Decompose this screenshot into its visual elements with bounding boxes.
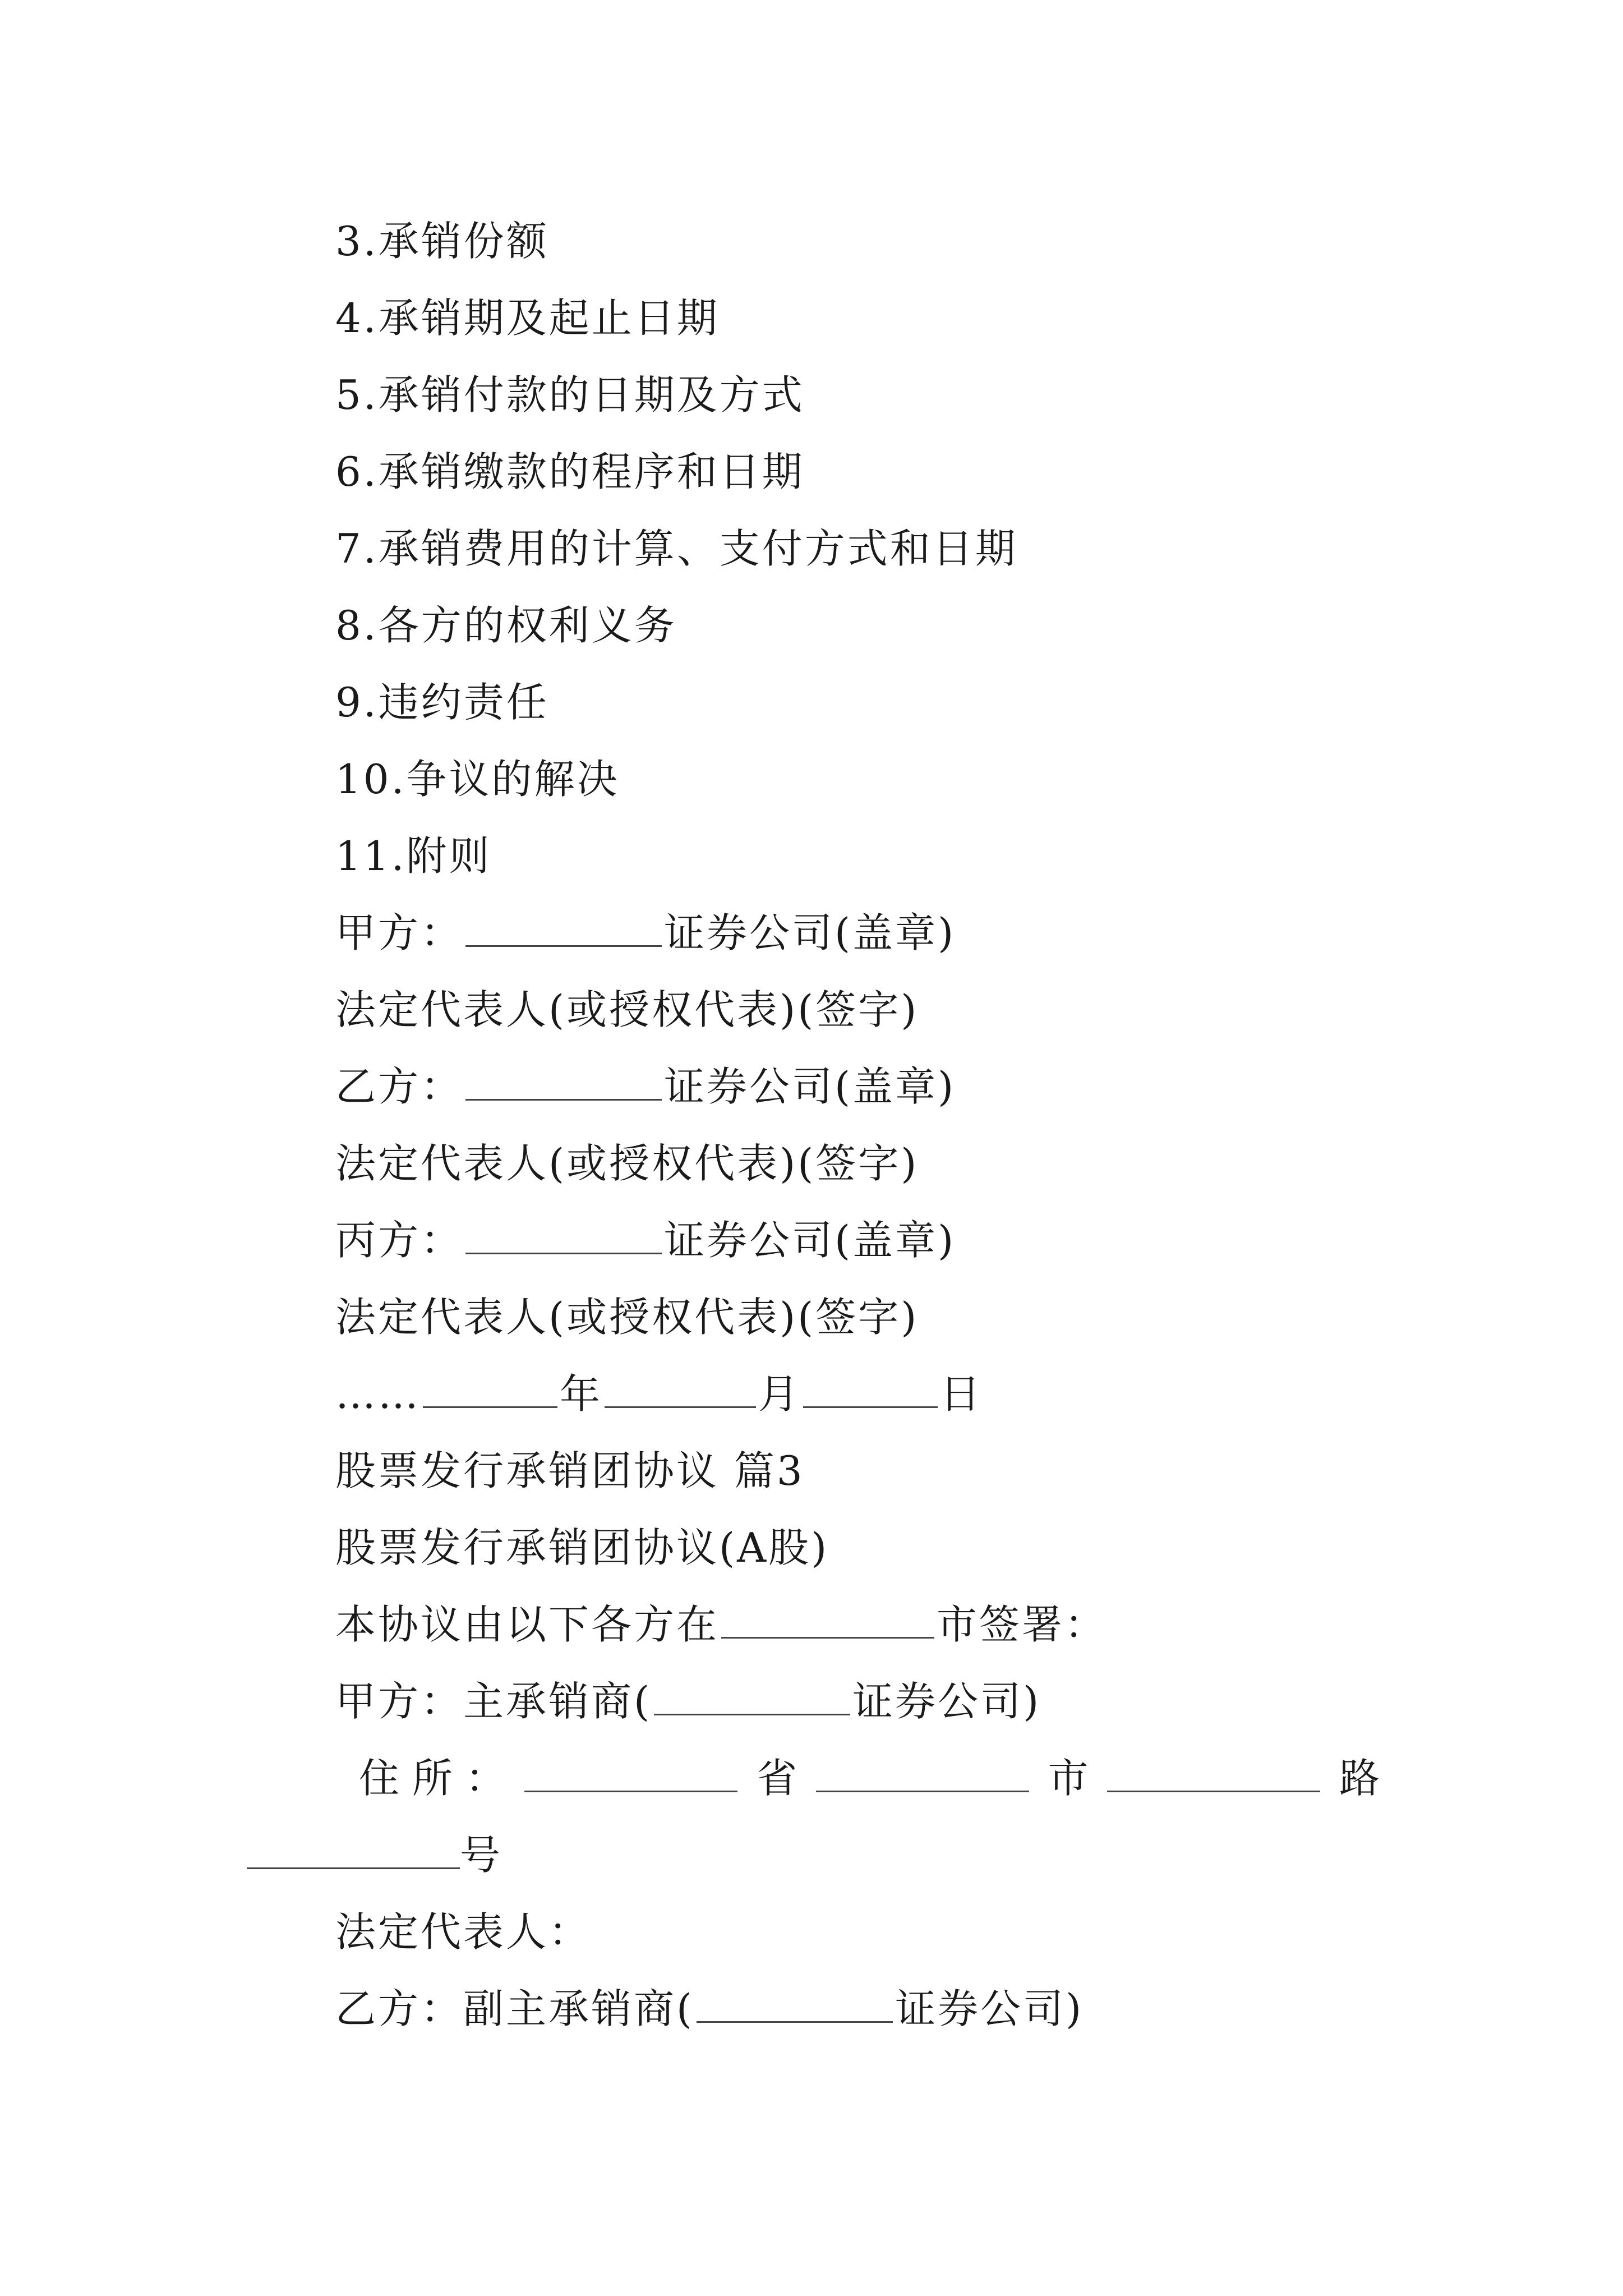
- lead-underwriter-line: [335, 1673, 1041, 1729]
- section-title: 股票发行承销团协议 篇3: [335, 1447, 805, 1494]
- party-b-label: 乙方：: [335, 1063, 464, 1110]
- doc-title: 股票发行承销团协议(A股): [335, 1524, 829, 1571]
- province-label: 省: [757, 1755, 797, 1802]
- road-label: 路: [1339, 1755, 1380, 1802]
- address-label: 住 所 ：: [359, 1755, 506, 1802]
- city-address-blank[interactable]: [816, 1756, 1029, 1792]
- signing-prefix: 本协议由以下各方在: [335, 1601, 720, 1648]
- number-blank[interactable]: [247, 1833, 460, 1869]
- clause-8: 8.各方的权利义务: [335, 602, 677, 649]
- party-a-blank[interactable]: [465, 910, 662, 947]
- month-blank[interactable]: [605, 1372, 756, 1408]
- road-blank[interactable]: [1107, 1756, 1320, 1792]
- party-b-rep: 法定代表人(或授权代表)(签字): [335, 1140, 919, 1187]
- year-label: 年: [560, 1370, 603, 1418]
- lead-suffix: 证券公司): [852, 1678, 1041, 1725]
- signing-line: [335, 1596, 1107, 1653]
- party-b-suffix: 证券公司(盖章): [664, 1063, 956, 1110]
- day-blank[interactable]: [803, 1372, 938, 1408]
- party-c-rep: 法定代表人(或授权代表)(签字): [335, 1294, 919, 1341]
- lead-prefix: 甲方：主承销商(: [335, 1678, 652, 1725]
- clause-7: 7.承销费用的计算、支付方式和日期: [335, 525, 1018, 572]
- clause-11: 11.附则: [335, 832, 492, 880]
- party-a-suffix: 证券公司(盖章): [664, 909, 956, 956]
- year-blank[interactable]: [423, 1372, 557, 1408]
- party-a-rep: 法定代表人(或授权代表)(签字): [335, 986, 919, 1033]
- party-c-label: 丙方：: [335, 1217, 464, 1264]
- co-lead-blank[interactable]: [697, 1986, 893, 2023]
- day-label: 日: [940, 1370, 983, 1418]
- clause-10: 10.争议的解决: [335, 756, 620, 803]
- clause-6: 6.承销缴款的程序和日期: [335, 448, 805, 495]
- clause-3: 3.承销份额: [335, 218, 549, 265]
- party-c-line: [335, 1212, 956, 1268]
- city-label: 市: [1048, 1755, 1089, 1802]
- address-line: [359, 1750, 1380, 1806]
- clause-4: 4.承销期及起止日期: [335, 295, 720, 342]
- city-blank[interactable]: [721, 1602, 934, 1639]
- lead-blank[interactable]: [654, 1679, 850, 1715]
- date-line: [335, 1366, 983, 1422]
- clause-9: 9.违约责任: [335, 679, 549, 726]
- co-lead-line: [335, 1981, 1083, 2037]
- signing-suffix: 市签署：: [937, 1601, 1108, 1648]
- province-blank[interactable]: [524, 1756, 737, 1792]
- party-b-line: [335, 1059, 956, 1115]
- co-lead-prefix: 乙方：副主承销商(: [335, 1985, 695, 2032]
- party-a-line: [335, 905, 956, 961]
- address-cont-line: [247, 1827, 500, 1883]
- date-prefix: ……: [335, 1370, 421, 1418]
- party-b-blank[interactable]: [465, 1064, 662, 1101]
- month-label: 月: [758, 1370, 801, 1418]
- legal-rep: 法定代表人：: [335, 1908, 592, 1955]
- party-c-suffix: 证券公司(盖章): [664, 1217, 956, 1264]
- party-c-blank[interactable]: [465, 1218, 662, 1254]
- co-lead-suffix: 证券公司): [895, 1985, 1084, 2032]
- number-label: 号: [460, 1832, 501, 1879]
- clause-5: 5.承销付款的日期及方式: [335, 371, 805, 418]
- party-a-label: 甲方：: [335, 909, 464, 956]
